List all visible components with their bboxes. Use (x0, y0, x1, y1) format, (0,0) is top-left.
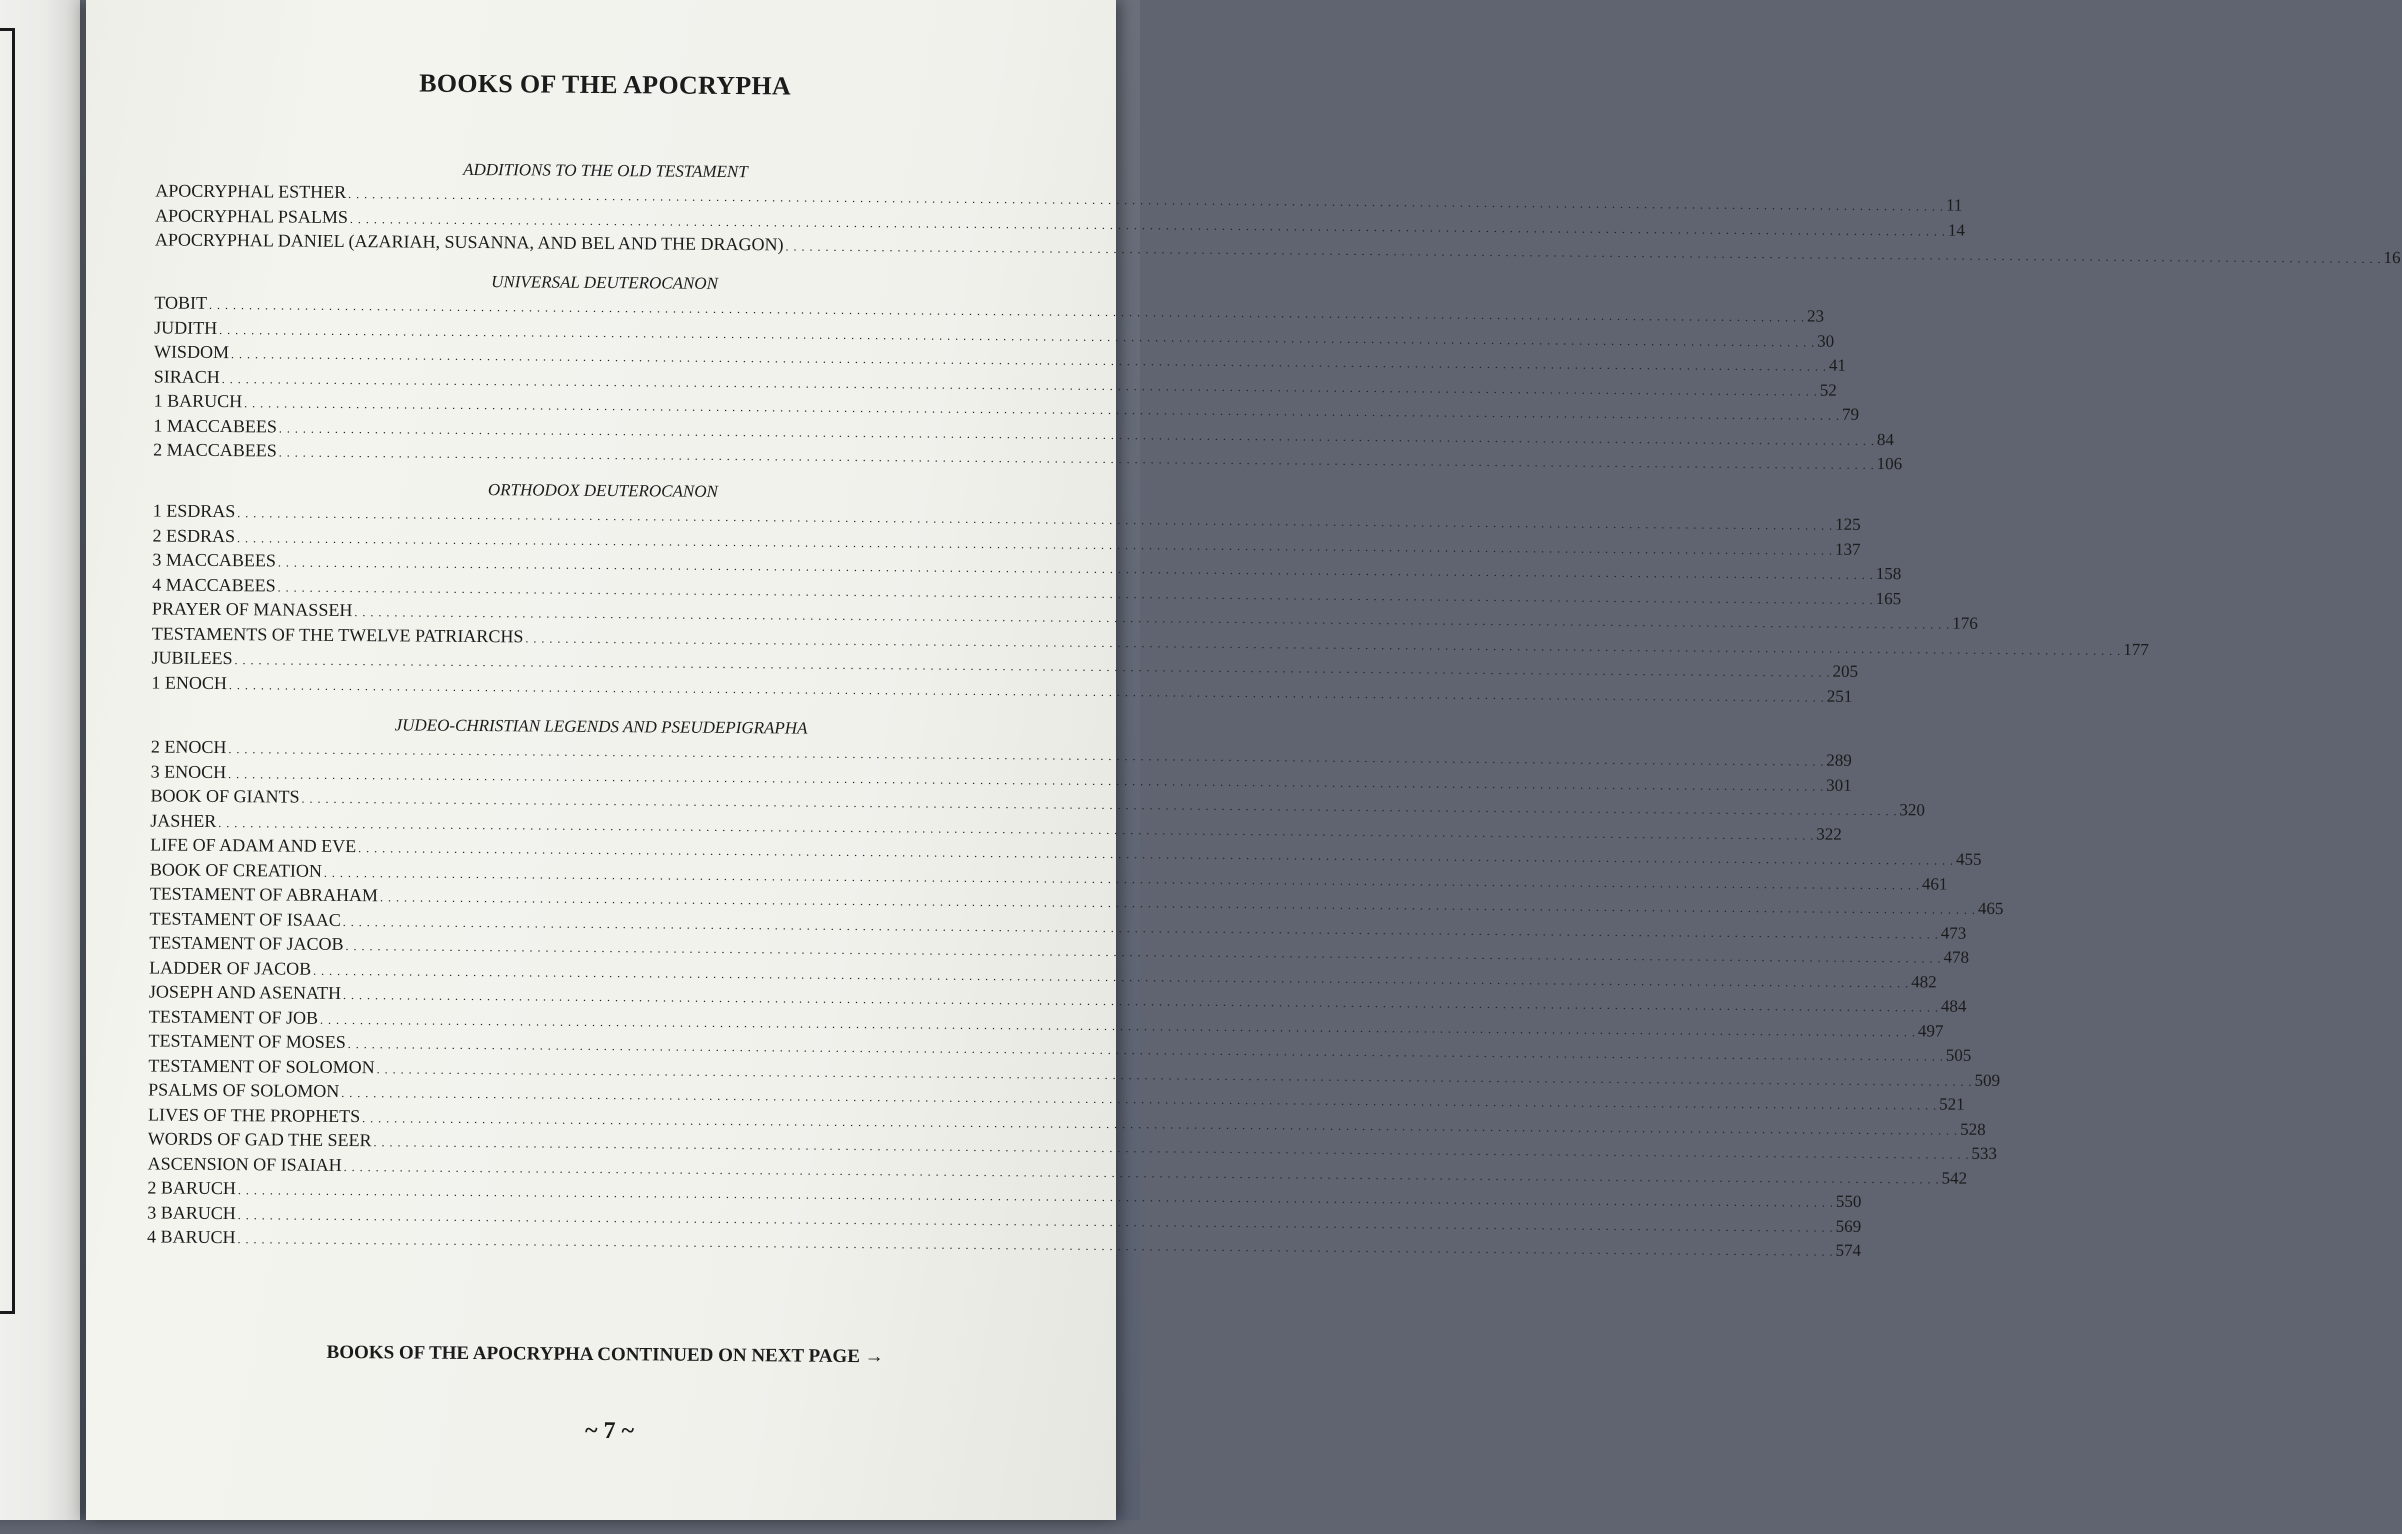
entry-page-number: 16 (2383, 247, 2401, 268)
entry-title: 1 ESDRAS (152, 500, 236, 522)
entry-page-number: 251 (1826, 686, 1853, 706)
entry-title: BOOK OF CREATION (149, 858, 323, 881)
entry-page-number: 289 (1826, 750, 1852, 770)
dot-leader: . . . . . . . . . . . . . . . . . . . . . . . . . . . . . . . . . . . . . . . . . . . . . . . . . . . . . . . . . . . . . . . . . . . . . . . . . . . . . . . . . . . . . . . . . . . . . . . . . . . . . . . . . . . . . . . . . . . . . . . . . . . . . . . . . . . . . . . . . . . . . . . . . . . . . . . . . . . . . . . . . . . . . . . . . . . . . . . . . . . . . . . . . . . . . . . . . . . . . . . . (376, 1061, 1973, 1089)
dot-leader: . . . . . . . . . . . . . . . . . . . . . . . . . . . . . . . . . . . . . . . . . . . . . . . . . . . . . . . . . . . . . . . . . . . . . . . . . . . . . . . . . . . . . . . . . . . . . . . . . . . . . . . . . . . . . . . . . . . . . . . . . . . . . . . . . . . . . . . . . . . . . . . . . . . . . . . . . . . . . . . . . . . . . . . . . . . . . . . . . . . . . . . . . . . . . . . . . . . . . . . . (277, 579, 1874, 607)
entry-title: APOCRYPHAL PSALMS (154, 204, 349, 227)
dot-leader: . . . . . . . . . . . . . . . . . . . . . . . . . . . . . . . . . . . . . . . . . . . . . . . . . . . . . . . . . . . . . . . . . . . . . . . . . . . . . . . . . . . . . . . . . . . . . . . . . . . . . . . . . . . . . . . . . . . . . . . . . . . . . . . . . . . . . . . . . . . . . . . . . . . . . . . . . . . . . . . . . . . . . . . . . . . . . . . . . . . . . . . . . . . . . . . . . . . . . . . . (278, 445, 1875, 472)
entry-title: TESTAMENT OF ABRAHAM (149, 883, 379, 906)
entry-page-number: 542 (1941, 1168, 1968, 1188)
entry-page-number: 533 (1971, 1143, 1998, 1163)
entry-title: TESTAMENT OF JOB (148, 1005, 319, 1028)
entry-title: 3 MACCABEES (152, 549, 276, 571)
dot-leader: . . . . . . . . . . . . . . . . . . . . . . . . . . . . . . . . . . . . . . . . . . . . . . . . . . . . . . . . . . . . . . . . . . . . . . . . . . . . . . . . . . . . . . . . . . . . . . . . . . . . . . . . . . . . . . . . . . . . . . . . . . . . . . . . . . . . . . . . . . . . . . . . . . . . . . . . . . . . . . . . . . . . . . . . . . . . . . . . . . . . . . . . . . . . . . . . . . . . . . . . (208, 297, 1806, 325)
toc-section-universal (153, 268, 1903, 474)
entry-page-number: 14 (1947, 220, 1965, 240)
entry-title: LIVES OF THE PROPHETS (147, 1103, 361, 1126)
dot-leader: . . . . . . . . . . . . . . . . . . . . . . . . . . . . . . . . . . . . . . . . . . . . . . . . . . . . . . . . . . . . . . . . . . . . . . . . . . . . . . . . . . . . . . . . . . . . . . . . . . . . . . . . . . . . . . . . . . . . . . . . . . . . . . . . . . . . . . . . . . . . . . . . . . . . . . . . . . . . . . . . . . . . . . . . . . . . . . . . . . . . . . . . . . . . . . . . . . . . . . . . (313, 963, 1910, 990)
page-title: BOOKS OF THE APOCRYPHA (419, 68, 792, 101)
dot-leader: . . . . . . . . . . . . . . . . . . . . . . . . . . . . . . . . . . . . . . . . . . . . . . . . . . . . . . . . . . . . . . . . . . . . . . . . . . . . . . . . . . . . . . . . . . . . . . . . . . . . . . . . . . . . . . . . . . . . . . . . . . . . . . . . . . . . . . . . . . . . . . . . . . . . . . . . . . . . . . . . . . . . . . . . . . . . . . . . . . . . . . . . . . . . . . . . . . . . . . . . (342, 987, 1940, 1015)
entry-title: ASCENSION OF ISAIAH (147, 1152, 342, 1175)
entry-title: BOOK OF GIANTS (150, 785, 300, 807)
entry-page-number: 41 (1828, 355, 1847, 375)
entry-page-number: 528 (1960, 1119, 1986, 1139)
dot-leader: . . . . . . . . . . . . . . . . . . . . . . . . . . . . . . . . . . . . . . . . . . . . . . . . . . . . . . . . . . . . . . . . . . . . . . . . . . . . . . . . . . . . . . . . . . . . . . . . . . . . . . . . . . . . . . . . . . . . . . . . . . . . . . . . . . . . . . . . . . . . . . . . . . . . . . . . . . . . . . . . . . . . . . . . . . . . . . . . . . . . . . . . . . . . . . . . . . . . . . . . (228, 766, 1825, 794)
entry-title: 4 BARUCH (146, 1226, 236, 1248)
entry-page-number: 473 (1940, 923, 1967, 943)
dot-leader: . . . . . . . . . . . . . . . . . . . . . . . . . . . . . . . . . . . . . . . . . . . . . . . . . . . . . . . . . . . . . . . . . . . . . . . . . . . . . . . . . . . . . . . . . . . . . . . . . . . . . . . . . . . . . . . . . . . . . . . . . . . . . . . . . . . . . . . . . . . . . . . . . . . . . . . . . . . . . . . . . . . . . . . . . . . . . . . . . . . . . . . . . . . . . . . . . . . . . . . . (341, 1085, 1938, 1113)
dot-leader: . . . . . . . . . . . . . . . . . . . . . . . . . . . . . . . . . . . . . . . . . . . . . . . . . . . . . . . . . . . . . . . . . . . . . . . . . . . . . . . . . . . . . . . . . . . . . . . . . . . . . . . . . . . . . . . . . . . . . . . . . . . . . . . . . . . . . . . . . . . . . . . . . . . . . . . . . . . . . . . . . . . . . . . . . . . . . . . . . . . . . . . . . . . . . . . . . . . . . . . . (362, 1110, 1959, 1138)
entry-list (154, 178, 2401, 268)
entry-title: WORDS OF GAD THE SEER (147, 1128, 372, 1151)
entry-title: 1 MACCABEES (153, 414, 278, 436)
entry-title: LADDER OF JACOB (149, 956, 312, 979)
dot-leader: . . . . . . . . . . . . . . . . . . . . . . . . . . . . . . . . . . . . . . . . . . . . . . . . . . . . . . . . . . . . . . . . . . . . . . . . . . . . . . . . . . . . . . . . . . . . . . . . . . . . . . . . . . . . . . . . . . . . . . . . . . . . . . . . . . . . . . . . . . . . . . . . . . . . . . . . . . . . . . . . . . . . . . . . . . . . . . . . . . . . . . . . . . . . . . . . . . . . . . . . (277, 555, 1874, 582)
dot-leader: . . . . . . . . . . . . . . . . . . . . . . . . . . . . . . . . . . . . . . . . . . . . . . . . . . . . . . . . . . . . . . . . . . . . . . . . . . . . . . . . . . . . . . . . . . . . . . . . . . . . . . . . . . . . . . . . . . . . . . . . . . . . . . . . . . . . . . . . . . . . . . . . . . . . . . . . . . . . . . . . . . . . . . . . . . . . . . . . . . . . . . . . . . . . . . . . . . . . . . . . (354, 605, 1951, 632)
entry-title: 3 BARUCH (147, 1201, 236, 1223)
facing-page-border (0, 28, 15, 1314)
entry-title: 2 MACCABEES (153, 439, 277, 461)
dot-leader: . . . . . . . . . . . . . . . . . . . . . . . . . . . . . . . . . . . . . . . . . . . . . . . . . . . . . . . . . . . . . . . . . . . . . . . . . . . . . . . . . . . . . . . . . . . . . . . . . . . . . . . . . . . . . . . . . . . . . . . . . . . . . . . . . . . . . . . . . . . . . . . . . . . . . . . . . . . . . . . . . . . . . . . . . . . . . . . . . . . . . . . . . . . . . . . . . . . . . . . . (373, 1135, 1970, 1162)
dot-leader: . . . . . . . . . . . . . . . . . . . . . . . . . . . . . . . . . . . . . . . . . . . . . . . . . . . . . . . . . . . . . . . . . . . . . . . . . . . . . . . . . . . . . . . . . . . . . . . . . . . . . . . . . . . . . . . . . . . . . . . . . . . . . . . . . . . . . . . . . . . . . . . . . . . . . . . . . . . . . . . . . . . . . . . . . . . . . . . . . . . . . . . . . . . . . . . . . . . . . . . . (237, 506, 1834, 533)
dot-leader: . . . . . . . . . . . . . . . . . . . . . . . . . . . . . . . . . . . . . . . . . . . . . . . . . . . . . . . . . . . . . . . . . . . . . . . . . . . . . . . . . . . . . . . . . . . . . . . . . . . . . . . . . . . . . . . . . . . . . . . . . . . . . . . . . . . . . . . . . . . . . . . . . . . . . . . . . . . . . . . . . . . . . . . . . . . . . . . . . . . . . . . . . . . . . . . . . . . . . . . . (218, 815, 1815, 843)
dot-leader: . . . . . . . . . . . . . . . . . . . . . . . . . . . . . . . . . . . . . . . . . . . . . . . . . . . . . . . . . . . . . . . . . . . . . . . . . . . . . . . . . . . . . . . . . . . . . . . . . . . . . . . . . . . . . . . . . . . . . . . . . . . . . . . . . . . . . . . . . . . . . . . . . . . . . . . . . . . . . . . . . . . . . . . . . . . . . . . . . . . . . . . . . . . . . . . . . . . . . . . . (342, 914, 1939, 942)
dot-leader: . . . . . . . . . . . . . . . . . . . . . . . . . . . . . . . . . . . . . . . . . . . . . . . . . . . . . . . . . . . . . . . . . . . . . . . . . . . . . . . . . . . . . . . . . . . . . . . . . . . . . . . . . . . . . . . . . . . . . . . . . . . . . . . . . . . . . . . . . . . . . . . . . . . . . . . . . . . . . . . . . . . . . . . . . . . . . . . . . . . . . . . . . . . . . . . . . . . . . . . . (237, 1183, 1834, 1210)
dot-leader: . . . . . . . . . . . . . . . . . . . . . . . . . . . . . . . . . . . . . . . . . . . . . . . . . . . . . . . . . . . . . . . . . . . . . . . . . . . . . . . . . . . . . . . . . . . . . . . . . . . . . . . . . . . . . . . . . . . . . . . . . . . . . . . . . . . . . . . . . . . . . . . . . . . . . . . . . . . . . . . . . . . . . . . . . . . . . . . . . . . . . . . . . . . . . . . . . . . . . . . . (237, 530, 1834, 558)
entry-page-number: 455 (1956, 849, 1982, 869)
entry-page-number: 497 (1917, 1020, 1944, 1041)
dot-leader: . . . . . . . . . . . . . . . . . . . . . . . . . . . . . . . . . . . . . . . . . . . . . . . . . . . . . . . . . . . . . . . . . . . . . . . . . . . . . . . . . . . . . . . . . . . . . . . . . . . . . . . . . . . . . . . . . . . . . . . . . . . . . . . . . . . . . . . . . . . . . . . . . . . . . . . . . . . . . . . . . . . . . . . . . . . . . . . . . . . . . . . . . . . . . . . . . . . . . . . . (234, 653, 1831, 680)
entry-list (151, 498, 2149, 706)
dot-leader: . . . . . . . . . . . . . . . . . . . . . . . . . . . . . . . . . . . . . . . . . . . . . . . . . . . . . . . . . . . . . . . . . . . . . . . . . . . . . . . . . . . . . . . . . . . . . . . . . . . . . . . . . . . . . . . . . . . . . . . . . . . . . . . . . . . . . . . . . . . . . . . . . . . . . . . . . . . . . . . . . . . . . . . . . . . . . . . . . . . . . . . . . . . . . . . . . . . . . . . . (228, 677, 1825, 705)
entry-page-number: 84 (1876, 429, 1894, 449)
entry-title: 1 ENOCH (151, 671, 227, 693)
entry-title: APOCRYPHAL ESTHER (155, 180, 347, 202)
dot-leader: . . . . . . . . . . . . . . . . . . . . . . . . . . . . . . . . . . . . . . . . . . . . . . . . . . . . . . . . . . . . . . . . . . . . . . . . . . . . . . . . . . . . . . . . . . . . . . . . . . . . . . . . . . . . . . . . . . . . . . . . . . . . . . . . . . . . . . . . . . . . . . . . . . . . . . . . . . . . . . . . . . . . . . . . . . . . . . . . . . . . . . . . . . . . . . . . . . . . . . . . (343, 1159, 1940, 1187)
entry-page-number: 521 (1939, 1094, 1965, 1114)
entry-page-number: 137 (1834, 539, 1861, 559)
entry-page-number: 106 (1876, 454, 1903, 474)
dot-leader: . . . . . . . . . . . . . . . . . . . . . . . . . . . . . . . . . . . . . . . . . . . . . . . . . . . . . . . . . . . . . . . . . . . . . . . . . . . . . . . . . . . . . . . . . . . . . . . . . . . . . . . . . . . . . . . . . . . . . . . . . . . . . . . . . . . . . . . . . . . . . . . . . . . . . . . . . . . . . . . . . . . . . . . . . . . . . . . . . . . . . . . . . . . . . . . . . . . . . . . . (230, 347, 1827, 374)
entry-page-number: 509 (1974, 1070, 2001, 1090)
section-heading: ORTHODOX DEUTEROCANON (487, 480, 718, 501)
entry-page-number: 478 (1943, 947, 1970, 967)
entry-title: JASHER (150, 809, 217, 831)
dot-leader: . . . . . . . . . . . . . . . . . . . . . . . . . . . . . . . . . . . . . . . . . . . . . . . . . . . . . . . . . . . . . . . . . . . . . . . . . . . . . . . . . . . . . . . . . . . . . . . . . . . . . . . . . . . . . . . . . . . . . . . . . . . . . . . . . . . . . . . . . . . . . . . . . . . . . . . . . . . . . . . . . . . . . . . . . . . . . . . . . . . . . . . . . . . . . . . . . . . . . . . . (237, 1207, 1834, 1235)
dot-leader: . . . . . . . . . . . . . . . . . . . . . . . . . . . . . . . . . . . . . . . . . . . . . . . . . . . . . . . . . . . . . . . . . . . . . . . . . . . . . . . . . . . . . . . . . . . . . . . . . . . . . . . . . . . . . . . . . . . . . . . . . . . . . . . . . . . . . . . . . . . . . . . . . . . . . . . . . . . . . . . . . . . . . . . . . . . . . . . . . . . . . . . . . . . . . . . . . . . . . . . . (525, 630, 2122, 658)
dot-leader: . . . . . . . . . . . . . . . . . . . . . . . . . . . . . . . . . . . . . . . . . . . . . . . . . . . . . . . . . . . . . . . . . . . . . . . . . . . . . . . . . . . . . . . . . . . . . . . . . . . . . . . . . . . . . . . . . . . . . . . . . . . . . . . . . . . . . . . . . . . . . . . . . . . . . . . . . . . . . . . . . . . . . . . . . . . . . . . . . . . . . . . . . . . . . . . . . . . . . . . . (228, 742, 1825, 769)
entry-page-number: 505 (1945, 1045, 1972, 1065)
entry-title: TESTAMENT OF ISAAC (149, 907, 341, 930)
page-content (79, 0, 2401, 1524)
entry-title: 2 BARUCH (147, 1177, 237, 1199)
facing-page-edge (0, 0, 80, 1520)
entry-title: 3 ENOCH (150, 760, 227, 782)
toc-section-orthodox (151, 476, 2149, 706)
dot-leader: . . . . . . . . . . . . . . . . . . . . . . . . . . . . . . . . . . . . . . . . . . . . . . . . . . . . . . . . . . . . . . . . . . . . . . . . . . . . . . . . . . . . . . . . . . . . . . . . . . . . . . . . . . . . . . . . . . . . . . . . . . . . . . . . . . . . . . . . . . . . . . . . . . . . . . . . . . . . . . . . . . . . . . . . . . . . . . . . . . . . . . . . . . . . . . . . . . . . . . . . (237, 1232, 1834, 1259)
entry-page-number: 30 (1817, 331, 1835, 351)
dot-leader: . . . . . . . . . . . . . . . . . . . . . . . . . . . . . . . . . . . . . . . . . . . . . . . . . . . . . . . . . . . . . . . . . . . . . . . . . . . . . . . . . . . . . . . . . . . . . . . . . . . . . . . . . . . . . . . . . . . . . . . . . . . . . . . . . . . . . . . . . . . . . . . . . . . . . . . . . . . . . . . . . . . . . . . . . . . . . . . . . . . . . . . . . . . . . . . . . . . . . . . . (785, 239, 2382, 266)
entry-page-number: 465 (1977, 898, 2004, 919)
entry-title: LIFE OF ADAM AND EVE (150, 834, 357, 857)
entry-list (153, 290, 1903, 474)
entry-page-number: 79 (1842, 404, 1860, 424)
dot-leader: . . . . . . . . . . . . . . . . . . . . . . . . . . . . . . . . . . . . . . . . . . . . . . . . . . . . . . . . . . . . . . . . . . . . . . . . . . . . . . . . . . . . . . . . . . . . . . . . . . . . . . . . . . . . . . . . . . . . . . . . . . . . . . . . . . . . . . . . . . . . . . . . . . . . . . . . . . . . . . . . . . . . . . . . . . . . . . . . . . . . . . . . . . . . . . . . . . . . . . . . (301, 791, 1898, 819)
dot-leader: . . . . . . . . . . . . . . . . . . . . . . . . . . . . . . . . . . . . . . . . . . . . . . . . . . . . . . . . . . . . . . . . . . . . . . . . . . . . . . . . . . . . . . . . . . . . . . . . . . . . . . . . . . . . . . . . . . . . . . . . . . . . . . . . . . . . . . . . . . . . . . . . . . . . . . . . . . . . . . . . . . . . . . . . . . . . . . . . . . . . . . . . . . . . . . . . . . . . . . . . (319, 1012, 1917, 1039)
entry-page-number: 301 (1826, 775, 1852, 795)
dot-leader: . . . . . . . . . . . . . . . . . . . . . . . . . . . . . . . . . . . . . . . . . . . . . . . . . . . . . . . . . . . . . . . . . . . . . . . . . . . . . . . . . . . . . . . . . . . . . . . . . . . . . . . . . . . . . . . . . . . . . . . . . . . . . . . . . . . . . . . . . . . . . . . . . . . . . . . . . . . . . . . . . . . . . . . . . . . . . . . . . . . . . . . . . . . . . . . . . . . . . . . . (244, 396, 1841, 423)
continued-note: BOOKS OF THE APOCRYPHA CONTINUED ON NEXT PAGE → (326, 1341, 884, 1368)
entry-page-number: 205 (1832, 661, 1859, 681)
toc-section-pseudepigrapha (146, 712, 2004, 1260)
entry-title: JUBILEES (151, 647, 233, 669)
entry-title: PRAYER OF MANASSEH (151, 598, 353, 621)
entry-title: SIRACH (153, 365, 220, 387)
entry-title: 2 ENOCH (150, 736, 227, 758)
dot-leader: . . . . . . . . . . . . . . . . . . . . . . . . . . . . . . . . . . . . . . . . . . . . . . . . . . . . . . . . . . . . . . . . . . . . . . . . . . . . . . . . . . . . . . . . . . . . . . . . . . . . . . . . . . . . . . . . . . . . . . . . . . . . . . . . . . . . . . . . . . . . . . . . . . . . . . . . . . . . . . . . . . . . . . . . . . . . . . . . . . . . . . . . . . . . . . . . . . . . . . . . (278, 420, 1875, 448)
entry-title: 2 ESDRAS (152, 524, 236, 546)
entry-page-number: 165 (1875, 588, 1902, 608)
dot-leader: . . . . . . . . . . . . . . . . . . . . . . . . . . . . . . . . . . . . . . . . . . . . . . . . . . . . . . . . . . . . . . . . . . . . . . . . . . . . . . . . . . . . . . . . . . . . . . . . . . . . . . . . . . . . . . . . . . . . . . . . . . . . . . . . . . . . . . . . . . . . . . . . . . . . . . . . . . . . . . . . . . . . . . . . . . . . . . . . . . . . . . . . . . . . . . . . . . . . . . . . (358, 841, 1955, 868)
dot-leader: . . . . . . . . . . . . . . . . . . . . . . . . . . . . . . . . . . . . . . . . . . . . . . . . . . . . . . . . . . . . . . . . . . . . . . . . . . . . . . . . . . . . . . . . . . . . . . . . . . . . . . . . . . . . . . . . . . . . . . . . . . . . . . . . . . . . . . . . . . . . . . . . . . . . . . . . . . . . . . . . . . . . . . . . . . . . . . . . . . . . . . . . . . . . . . . . . . . . . . . . (323, 865, 1920, 892)
dot-leader: . . . . . . . . . . . . . . . . . . . . . . . . . . . . . . . . . . . . . . . . . . . . . . . . . . . . . . . . . . . . . . . . . . . . . . . . . . . . . . . . . . . . . . . . . . . . . . . . . . . . . . . . . . . . . . . . . . . . . . . . . . . . . . . . . . . . . . . . . . . . . . . . . . . . . . . . . . . . . . . . . . . . . . . . . . . . . . . . . . . . . . . . . . . . . . . . . . . . . . . . (348, 187, 1945, 214)
entry-page-number: 23 (1806, 306, 1825, 326)
entry-page-number: 482 (1911, 971, 1937, 992)
entry-title: TESTAMENTS OF THE TWELVE PATRIARCHS (151, 622, 524, 646)
section-heading: ADDITIONS TO THE OLD TESTAMENT (463, 159, 748, 182)
dot-leader: . . . . . . . . . . . . . . . . . . . . . . . . . . . . . . . . . . . . . . . . . . . . . . . . . . . . . . . . . . . . . . . . . . . . . . . . . . . . . . . . . . . . . . . . . . . . . . . . . . . . . . . . . . . . . . . . . . . . . . . . . . . . . . . . . . . . . . . . . . . . . . . . . . . . . . . . . . . . . . . . . . . . . . . . . . . . . . . . . . . . . . . . . . . . . . . . . . . . . . . . (379, 890, 1976, 917)
entry-page-number: 550 (1835, 1191, 1862, 1211)
entry-title: WISDOM (153, 341, 230, 363)
entry-title: TESTAMENT OF SOLOMON (148, 1054, 375, 1077)
entry-page-number: 177 (2123, 639, 2149, 659)
entry-page-number: 322 (1816, 824, 1842, 844)
entry-title: TESTAMENT OF MOSES (148, 1030, 346, 1053)
entry-list (146, 734, 2004, 1260)
section-heading: UNIVERSAL DEUTEROCANON (491, 272, 719, 293)
page-number: ~ 7 ~ (584, 1417, 635, 1445)
entry-page-number: 320 (1899, 800, 1926, 820)
entry-page-number: 158 (1875, 564, 1902, 584)
entry-page-number: 484 (1940, 996, 1967, 1016)
entry-title: APOCRYPHAL DANIEL (AZARIAH, SUSANNA, AND BEL AND THE DRAGON) (154, 229, 784, 255)
entry-title: JOSEPH AND ASENATH (148, 981, 342, 1003)
dot-leader: . . . . . . . . . . . . . . . . . . . . . . . . . . . . . . . . . . . . . . . . . . . . . . . . . . . . . . . . . . . . . . . . . . . . . . . . . . . . . . . . . . . . . . . . . . . . . . . . . . . . . . . . . . . . . . . . . . . . . . . . . . . . . . . . . . . . . . . . . . . . . . . . . . . . . . . . . . . . . . . . . . . . . . . . . . . . . . . . . . . . . . . . . . . . . . . . . . . . . . . . (219, 322, 1816, 350)
entry-title: TESTAMENT OF JACOB (149, 932, 344, 954)
dot-leader: . . . . . . . . . . . . . . . . . . . . . . . . . . . . . . . . . . . . . . . . . . . . . . . . . . . . . . . . . . . . . . . . . . . . . . . . . . . . . . . . . . . . . . . . . . . . . . . . . . . . . . . . . . . . . . . . . . . . . . . . . . . . . . . . . . . . . . . . . . . . . . . . . . . . . . . . . . . . . . . . . . . . . . . . . . . . . . . . . . . . . . . . . . . . . . . . . . . . . . . . (345, 939, 1942, 966)
entry-page-number: 176 (1952, 613, 1978, 633)
dot-leader: . . . . . . . . . . . . . . . . . . . . . . . . . . . . . . . . . . . . . . . . . . . . . . . . . . . . . . . . . . . . . . . . . . . . . . . . . . . . . . . . . . . . . . . . . . . . . . . . . . . . . . . . . . . . . . . . . . . . . . . . . . . . . . . . . . . . . . . . . . . . . . . . . . . . . . . . . . . . . . . . . . . . . . . . . . . . . . . . . . . . . . . . . . . . . . . . . . . . . . . . (349, 211, 1946, 239)
entry-page-number: 574 (1835, 1240, 1862, 1260)
entry-title: 4 MACCABEES (152, 573, 276, 595)
entry-title: PSALMS OF SOLOMON (148, 1079, 340, 1101)
dot-leader: . . . . . . . . . . . . . . . . . . . . . . . . . . . . . . . . . . . . . . . . . . . . . . . . . . . . . . . . . . . . . . . . . . . . . . . . . . . . . . . . . . . . . . . . . . . . . . . . . . . . . . . . . . . . . . . . . . . . . . . . . . . . . . . . . . . . . . . . . . . . . . . . . . . . . . . . . . . . . . . . . . . . . . . . . . . . . . . . . . . . . . . . . . . . . . . . . . . . . . . . (221, 371, 1818, 399)
entry-page-number: 569 (1835, 1216, 1862, 1236)
entry-page-number: 11 (1946, 195, 1963, 215)
dot-leader: . . . . . . . . . . . . . . . . . . . . . . . . . . . . . . . . . . . . . . . . . . . . . . . . . . . . . . . . . . . . . . . . . . . . . . . . . . . . . . . . . . . . . . . . . . . . . . . . . . . . . . . . . . . . . . . . . . . . . . . . . . . . . . . . . . . . . . . . . . . . . . . . . . . . . . . . . . . . . . . . . . . . . . . . . . . . . . . . . . . . . . . . . . . . . . . . . . . . . . . . (347, 1037, 1944, 1064)
entry-title: 1 BARUCH (153, 390, 243, 412)
toc-section-additions (154, 156, 2401, 268)
entry-page-number: 52 (1819, 380, 1837, 400)
book-page (86, 0, 2401, 1520)
entry-page-number: 461 (1921, 873, 1948, 894)
entry-page-number: 125 (1835, 514, 1861, 534)
section-heading: JUDEO-CHRISTIAN LEGENDS AND PSEUDEPIGRAPHA (394, 715, 808, 738)
entry-title: TOBIT (154, 292, 208, 313)
entry-title: JUDITH (154, 316, 218, 338)
